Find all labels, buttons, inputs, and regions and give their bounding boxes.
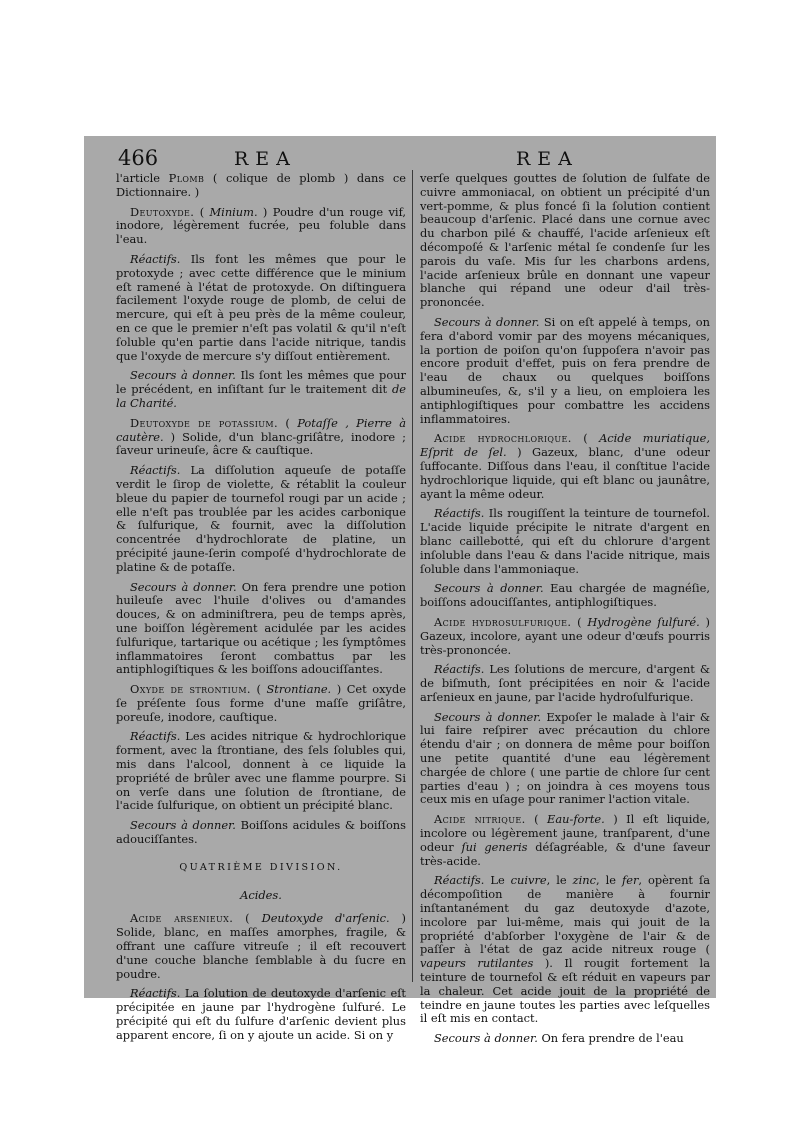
text-run: Les ſolutions de mercure, d'argent & de biſmuth, ſont précipitées en noir & l'acide arſenieux en jaune, par l'acide hydroſulfurique. — [420, 662, 710, 704]
text-run: ( — [571, 614, 588, 629]
italic-text: Acides. — [240, 887, 282, 902]
italic-text: Secours à donner. — [130, 368, 236, 383]
entry-heading: Deutoxyde de potassium. — [130, 415, 279, 430]
italic-text: Deutoxyde d'arſenic. — [261, 911, 390, 926]
paragraph — [116, 464, 406, 574]
paragraph — [420, 582, 710, 610]
paragraph — [116, 730, 406, 813]
text-run: ( — [278, 415, 298, 430]
italic-text: zinc — [572, 873, 597, 888]
italic-text: Réactifs. — [434, 662, 485, 677]
paragraph — [116, 683, 406, 724]
text-run: l'article — [116, 171, 169, 185]
running-head-right: REA — [516, 148, 579, 170]
text-run: ) Poudre d'un rouge vif, inodore, légèrement fucrée, peu foluble dans l'eau. — [116, 204, 406, 247]
italic-text: Strontiane. — [266, 682, 332, 697]
text-run: QUATRIÈME DIVISION. — [179, 861, 343, 873]
italic-text: ſui generis — [461, 839, 528, 854]
text-run: , le — [596, 873, 622, 888]
text-run: ( — [250, 682, 267, 697]
italic-text: Potaſſe , Pierre à cautère. — [116, 415, 407, 444]
italic-text: de la Charité. — [116, 382, 406, 410]
italic-text: fer — [622, 873, 639, 888]
entry-heading: Acide hydrochlorique. — [434, 431, 572, 446]
italic-text: Secours à donner. — [434, 314, 540, 329]
italic-text: Secours à donner. — [434, 1031, 538, 1046]
text-run: La ſolution de deutoxyde d'arſenic eſt précipitée en jaune par l'hydrogène ſulfuré. Le précipité qui eſt du ſulfure d'arſenic devient plus apparent encore, ſi on y ajoute un acide. Si on y — [116, 986, 406, 1042]
italic-text: cuivre — [510, 873, 547, 888]
text-run: déſagréable, & d'une ſaveur très-acide. — [420, 839, 711, 868]
paragraph — [420, 316, 710, 426]
scanned-page — [84, 136, 716, 1046]
italic-text: Réactifs. — [130, 251, 181, 266]
paragraph — [116, 253, 406, 363]
italic-text: Secours à donner. — [434, 581, 544, 596]
text-run: Le — [484, 873, 511, 888]
entry-heading: Acide arsenieux. — [130, 911, 234, 926]
text-run: Ils font les mêmes que pour le protoxyde ; avec cette différence que le minium eſt ramené à l'état de protoxyde. On diſtinguera facilement l'oxyde rouge de plomb, de celui de mercure, qui eſt à peu près de la même couleur, en ce que le premier n'eſt pas volatil & qu'il n'eſt ſoluble qu'en partie dans l'acide nitrique, tandis que l'oxyde de mercure s'y diſſout entièrement. — [116, 251, 406, 363]
italic-text: Secours à donner. — [434, 709, 542, 724]
text-run: Si on eſt appelé à temps, on fera d'abord vomir par des moyens mécaniques, la portion de poiſon qu'on ſuppoſera n'avoir pas encore produit d'effet, puis on fera prendre de l'eau de chaux ou quelques boiſſons albumineuſes, &, s'il y a lieu, on emploiera les antiphlogiſtiques pour combattre les accidens inflammatoires. — [420, 314, 710, 426]
italic-text: Hydrogène ſulfuré. — [587, 614, 700, 629]
text-run: ) Gazeux, blanc, d'une odeur ſuffocante. Diſſous dans l'eau, il conſtitue l'acide hydrochlorique liquide, qui eſt blanc ou jaunâtre, ayant la même odeur. — [420, 445, 710, 501]
text-run: ) Cet oxyde ſe préſente ſous forme d'une maſſe griſâtre, poreuſe, inodore, cauſtique. — [116, 682, 407, 724]
text-run: Ils ſont les mêmes que pour le précédent, en inſiſtant ſur le traitement dit — [116, 368, 406, 397]
italic-text: vapeurs rutilantes — [420, 956, 534, 971]
text-run: ) Solide, blanc, en maſſes amorphes, fragile, & offrant une caſſure vitreuſe ; il eſt recouvert d'une couche blanche ſemblable à du ſucre en poudre. — [116, 911, 406, 981]
italic-text: Réactifs. — [130, 463, 181, 478]
left-column — [116, 172, 406, 1049]
paragraph — [420, 432, 710, 501]
paragraph — [420, 874, 710, 1026]
paragraph — [116, 819, 406, 847]
column-divider — [412, 170, 413, 982]
paragraph — [116, 172, 406, 200]
paragraph — [116, 369, 406, 410]
text-run: Boiſſons acidules & boiſſons adouciſſantes. — [116, 818, 406, 847]
text-run: ) Gazeux, incolore, ayant une odeur d'œufs pourris très-prononcée. — [420, 614, 710, 657]
right-column — [420, 172, 710, 1052]
text-run: On fera prendre de l'eau — [537, 1031, 684, 1046]
paragraph — [420, 813, 710, 868]
italic-text: Secours à donner. — [130, 579, 237, 594]
running-head-left: REA — [234, 148, 297, 170]
paragraph — [116, 206, 406, 247]
paragraph — [116, 417, 406, 458]
entry-heading: Deutoxyde. — [130, 204, 195, 219]
italic-text: Secours à donner. — [130, 818, 236, 833]
entry-heading: Oxyde de strontium. — [130, 682, 251, 697]
paragraph — [420, 172, 710, 310]
paragraph — [420, 616, 710, 657]
text-run: Ils rougiſſent la teinture de tournefol. L'acide liquide précipite le nitrate d'argent en blanc caillebotté, qui eſt du chlorure d'argent inſoluble dans l'eau & dans l'acide nitrique, mais ſoluble dans l'ammoniaque. — [420, 506, 710, 576]
paragraph — [420, 711, 710, 808]
paragraph — [420, 1032, 710, 1046]
text-run: , le — [546, 873, 573, 888]
text-run: ). Il rougit fortement la teinture de tournefol & eſt réduit en vapeurs par la chaleur. Cet acide jouit de la propriété de teindre en jaune toutes les parties avec leſquelles il eſt mis en contact. — [420, 956, 710, 1026]
paragraph — [116, 581, 406, 678]
text-run: ( colique de plomb ) dans ce Dictionnaire. ) — [116, 171, 406, 199]
text-run: La diſſolution aqueuſe de potaſſe verdit le ſirop de violette, & rétablit la couleur bleue du papier de tournefol rougi par un acide ; elle n'eſt pas troublée par les acides carbonique & ſulfurique, & fournit, avec la diſſolution concentrée d'hydrochlorate de platine, un précipité jaune-ſerin compoſé d'hydrochlorate de platine & de potaſſe. — [116, 463, 406, 574]
italic-text: Réactifs. — [434, 873, 485, 888]
text-run: ( — [571, 431, 600, 446]
italic-text: Réactifs. — [130, 986, 181, 1001]
paragraph — [116, 987, 406, 1042]
italic-text: Eau-forte. — [547, 812, 605, 827]
text-run: Les acides nitrique & hydrochlorique forment, avec la ſtrontiane, des ſels ſolubles qui, mis dans l'alcool, donnent à ce liquide la propriété de brûler avec une flamme pourpre. Si on verſe dans une ſolution de ſtrontiane, de l'acide ſulfurique, on obtient un précipité blanc. — [116, 729, 406, 813]
entry-heading: Acide hydrosulfurique. — [434, 614, 572, 629]
italic-text: Réactifs. — [130, 729, 181, 744]
text-run: ) Il eſt liquide, incolore ou légèrement jaune, tranſparent, d'une odeur — [420, 812, 710, 854]
text-run: Expoſer le malade à l'air & lui faire reſpirer avec précaution du chlore étendu d'air ; on donnera de même pour boiſſon une petite quantité d'une eau légèrement chargée de chlore ( une partie de chlore ſur cent parties d'eau ) ; on joindra à ces moyens tous ceux mis en uſage pour ranimer l'action vitale. — [420, 709, 710, 807]
paragraph — [420, 507, 710, 576]
italic-text: Réactifs. — [434, 506, 485, 521]
text-run: , opèrent ſa décompoſition de manière à fournir inſtantanément du gaz deutoxyde d'azote, incolore par lui-même, mais qui jouit de la propriété d'abſorber l'oxygène de l'air & de paſſer à l'état de gaz acide nitreux rouge ( — [420, 873, 710, 957]
entry-heading: Acide nitrique. — [434, 812, 526, 827]
italic-text: Acide muriatique, Eſprit de ſel. — [420, 431, 710, 460]
text-run: Eau chargée de magnéſie, boiſſons adouciſſantes, antiphlogiſtiques. — [420, 581, 710, 610]
text-run: ) Solide, d'un blanc-griſâtre, inodore ; ſaveur urineuſe, âcre & cauſtique. — [116, 429, 406, 458]
page-number: 466 — [118, 146, 159, 170]
entry-heading: Plomb — [168, 171, 205, 185]
italic-text: Minium. — [209, 204, 258, 219]
text-run: On fera prendre une potion huileuſe avec l'huile d'olives ou d'amandes douces, & on adminiſtrera, peu de temps après, une boiſſon légèrement acidulée par les acides ſulfurique, tartarique ou acétique ; les ſymptômes inflammatoires ſeront combattus par les antiphlogiſtiques & les boiſſons adouciſſantes. — [116, 579, 406, 677]
paragraph — [116, 861, 406, 875]
paragraph — [116, 912, 406, 981]
text-run: verſe quelques gouttes de ſolution de ſulfate de cuivre ammoniacal, on obtient un précipité d'un vert-pomme, & plus foncé ſi la ſolution contient beaucoup d'arſenic. Placé dans une cornue avec du charbon pilé & chauffé, l'acide arſenieux eſt décompoſé & l'arſenic métal ſe condenſe ſur les parois du vaſe. Mis ſur les charbons ardens, l'acide arſenieux brûle en donnant une vapeur blanche qui répand une odeur d'ail très-prononcée. — [420, 171, 710, 310]
text-run: ( — [525, 812, 548, 827]
paragraph — [116, 889, 406, 903]
text-run: ( — [194, 204, 210, 219]
text-run: ( — [233, 911, 262, 926]
paragraph — [420, 663, 710, 704]
